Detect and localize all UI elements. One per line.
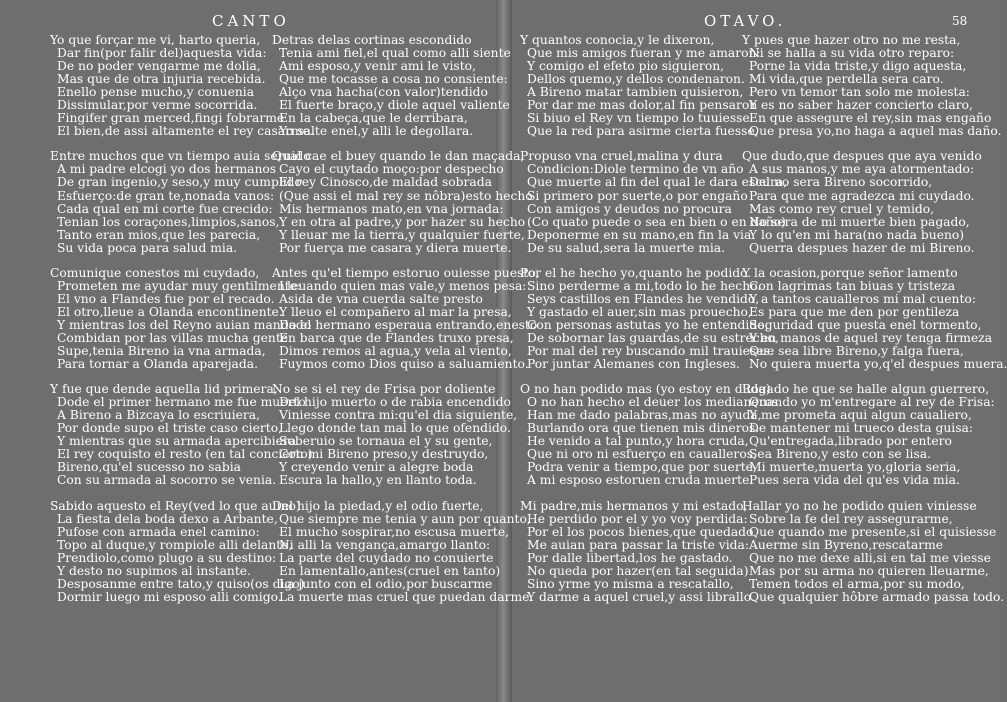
verse-line: En lamentallo,antes(cruel en tanto) — [279, 563, 501, 578]
verse-line: Dissimular,por verme socorrida. — [57, 98, 258, 113]
verse-line: Deponerme en su mano,en fin la via — [527, 227, 752, 242]
verse-line: Combidan por las villas mucha gente: — [57, 330, 293, 345]
verse-line: Con su armada al socorro se venia. — [57, 473, 277, 488]
verse-line: Enello pense mucho,y conuenia — [57, 85, 255, 100]
verse-line: Por fuerça me casara y diera muerte. — [279, 240, 512, 255]
verse-line: Mi vida,que perdella sera caro. — [749, 72, 944, 87]
verse-line: Alço vna hacha(con valor)tendido — [279, 85, 488, 100]
verse-line: Seys castillos en Flandes he vendido, — [527, 291, 760, 306]
verse-line: Seguridad que puesta enel tormento, — [749, 317, 982, 332]
verse-line: Y es no saber hazer concierto claro, — [749, 98, 973, 113]
verse-line: Que la red para asirme cierta fuesse. — [527, 124, 759, 139]
verse-line: Por mal del rey buscando mil trauieses. — [527, 344, 774, 359]
verse-line: Que presa yo,no haga a aquel mas daño. — [749, 124, 1002, 139]
verse-line: Ni alli la vengança,amargo llanto: — [279, 537, 491, 552]
verse-line: Dellos quemo,y dellos condenaron. — [527, 72, 745, 87]
verse-line: Si primero por suerte,o por engaño — [527, 188, 748, 203]
left-page-column-1 — [50, 33, 314, 616]
verse-line: Y lleuar me la tierra,y qualquier fuerte, — [279, 227, 525, 242]
verse-line: Yo que forçar me vi, harto queria, — [50, 33, 261, 47]
verse-line: Supe,tenia Bireno ia vna armada, — [57, 344, 266, 359]
verse-line: El bien,de assi altamente el rey casarme. — [57, 124, 314, 139]
stanza — [272, 265, 540, 372]
verse-line: Y en manos de aquel rey tenga firmeza — [749, 330, 993, 345]
verse-line: Que no me dexe alli,si en tal me viesse — [749, 550, 991, 565]
verse-line: Asida de vna cuerda salte presto — [279, 291, 483, 306]
verse-line: Sino yrme yo misma a rescatallo, — [527, 576, 734, 591]
verse-line: Han me dado palabras,mas no ayuda, — [527, 408, 762, 423]
right-page-column-1 — [520, 33, 788, 616]
verse-line: Ni se halla a su vida otro reparo: — [749, 46, 955, 61]
verse-line: Por dalle libertad,los he gastado. — [527, 550, 733, 565]
verse-line: Y a tantos caualleros mi mal cuento: — [749, 291, 976, 306]
verse-line: Mas que de otra injuria recebida. — [57, 72, 266, 87]
left-page-column-2 — [272, 33, 540, 616]
verse-line: Y en otra al padre,y por hazer su hecho — [279, 214, 526, 229]
stanza — [520, 498, 755, 604]
right-page-column-2 — [742, 33, 1007, 616]
verse-line: El mucho sospirar,no escusa muerte, — [279, 524, 510, 539]
verse-line: Lleuando quien mas vale,y menos pesa: — [279, 278, 527, 293]
verse-line: Tenian los coraçones,limpios,sanos, — [57, 214, 280, 229]
verse-line: A Bireno matar tambien quisieron, — [527, 85, 744, 100]
right-page — [512, 0, 1007, 702]
verse-line: Del hijo muerto o de rabia encendido — [279, 395, 511, 410]
verse-line: En que assegure el rey,sin mas engaño — [749, 111, 992, 126]
verse-line: Desposanme entre tato,y quiso(os digo) — [57, 576, 305, 591]
verse-line: Sino perderme a mi,todo lo he hecho. — [527, 278, 762, 293]
verse-line: Bireno,qu'el sucesso no sabia — [57, 460, 241, 475]
verse-line: Cayo el cuytado moço:por despecho — [279, 162, 504, 177]
verse-line: Que sea libre Bireno,y falga fuera, — [749, 344, 964, 359]
verse-line: De mantener mi trueco desta guisa: — [749, 421, 974, 436]
verse-line: De gran ingenio,y seso,y muy cumplido — [57, 175, 302, 190]
verse-line: A sus manos,y me aya atormentado: — [749, 162, 975, 177]
verse-line: No queda por hazer(en tal seguida) — [527, 563, 749, 578]
verse-line: Mi padre,mis hermanos y mi estado, — [520, 498, 748, 513]
verse-line: Y gastado el auer,sin mas prouecho, — [527, 304, 752, 319]
stanza — [520, 382, 779, 488]
verse-line: Soberuio se tornaua el y su gente, — [279, 434, 493, 449]
verse-line: La muerte mas cruel que puedan darme. — [279, 589, 534, 604]
verse-line: Que muerte al fin del qual le dara escura, — [527, 175, 788, 190]
right-folio: 58 — [952, 14, 968, 28]
verse-line: Para que me agradezca mi cuydado. — [749, 188, 975, 203]
verse-line: El vno a Flandes fue por el recado. — [57, 291, 275, 306]
verse-line: Esfuerço:de gran te,nonada vanos: — [57, 188, 275, 203]
verse-line: Tenia ami fiel,el qual como alli siente — [279, 46, 511, 61]
verse-line: Que siempre me tenia y aun por quanto, — [279, 511, 531, 526]
verse-line: Mi muerte,muerta yo,gloria seria, — [749, 460, 961, 475]
verse-line: Por dar me mas dolor,al fin pensaron — [527, 98, 758, 113]
stanza — [272, 382, 518, 488]
verse-line: (Que assi el mal rey se nôbra)esto hecho — [279, 188, 533, 203]
verse-line: Si biuo el Rey vn tiempo lo tuuiesse — [527, 111, 750, 126]
verse-line: O no han podido mas (yo estoy en duda) — [520, 382, 771, 397]
verse-line: Que quando me presente,si el quisiesse — [749, 524, 997, 539]
verse-line: Y comigo el efeto pio siguieron, — [527, 59, 725, 74]
verse-line: Sea Bireno,y esto con se lisa. — [749, 447, 932, 462]
verse-line: Y pues que hazer otro no me resta, — [742, 33, 961, 47]
verse-line: Tanto eran mios,que les parecia, — [57, 227, 261, 242]
verse-line: Y desto no supimos al instante. — [57, 563, 251, 578]
verse-line: Que mis amigos fueran y me amaron: — [527, 46, 761, 61]
verse-line: El rey Cinosco,de maldad sobrada — [279, 175, 492, 190]
verse-line: Que me tocasse a cosa no consiente: — [279, 72, 508, 87]
verse-line: Detras delas cortinas escondido — [272, 33, 472, 47]
verse-line: Dar fin(por falir del)aquesta vida: — [57, 46, 267, 61]
verse-line: Qu'entregada,librado por entero — [749, 434, 952, 449]
stanza — [272, 149, 533, 255]
verse-line: O no han hecho el deuer los medianeros — [527, 395, 779, 410]
verse-line: Para tornar a Olanda aparejada. — [57, 357, 258, 372]
verse-line: Entre muchos que vn tiempo auia seruido — [50, 149, 311, 164]
verse-line: Qual cae el buey quando le dan maçada, — [272, 149, 525, 164]
verse-line: No se si el rey de Frisa por doliente — [272, 382, 496, 397]
verse-line: Porne la vida triste,y digo aquesta, — [749, 59, 967, 74]
verse-line: Cada qual en mi corte fue crecido: — [57, 201, 273, 216]
verse-line: Y mientras que su armada apercibiera — [57, 434, 297, 449]
verse-line: Me auian para passar la triste vida: — [527, 537, 749, 552]
verse-line: La parte del cuydado no conuierte — [279, 550, 494, 565]
right-running-head: OTAVO. — [704, 12, 787, 30]
verse-line: El fuerte braço,y diole aquel valiente — [279, 98, 510, 113]
verse-line: Su vida poca para salud mia. — [57, 240, 238, 255]
verse-line: Mas por su arma no quieren lleuarme, — [749, 563, 989, 578]
verse-line: Y fue que dende aquella lid primera, — [50, 382, 278, 397]
verse-line: Que ni oro ni esfuerço en caualleros, — [527, 447, 757, 462]
verse-line: Do el hermano esperaua entrando,enesto — [279, 317, 538, 332]
verse-line: Comunique conestos mi cuydado, — [50, 265, 260, 280]
verse-line: Mis hermanos mato,en vna jornada: — [279, 201, 504, 216]
verse-line: Dimos remos al agua,y vela al viento, — [279, 344, 512, 359]
verse-line: La junto con el odio,por buscarme — [279, 576, 493, 591]
stanza — [520, 33, 761, 139]
verse-line: Mas como rey cruel y temido, — [749, 201, 935, 216]
verse-line: Querra despues hazer de mi Bireno. — [749, 240, 975, 255]
verse-line: Y lleuo el compañero al mar la presa, — [279, 304, 512, 319]
verse-line: De sobornar las guardas,de su estrecho, — [527, 330, 779, 345]
stanza — [272, 498, 534, 604]
stanza — [272, 33, 511, 139]
verse-line: Es para que me den por gentileza — [749, 304, 960, 319]
verse-line: Burlando ora que tienen mis dineros. — [527, 421, 760, 436]
verse-line: Temen todos el arma,por su modo, — [749, 576, 965, 591]
verse-line: Prendiolo,como plugo a su destino: — [57, 550, 277, 565]
verse-line: Del no sera Bireno socorrido, — [749, 175, 933, 190]
verse-line: Condicion:Diole termino de vn año — [527, 162, 744, 177]
verse-line: Yo salte enel,y alli le degollara. — [279, 124, 474, 139]
verse-line: Auerme sin Byreno,rescatarme — [749, 537, 944, 552]
verse-line: Con mi Bireno preso,y destruydo, — [279, 447, 489, 462]
stanza — [50, 382, 313, 488]
verse-line: Fuymos como Dios quiso a saluamiento. — [279, 357, 529, 372]
verse-line: A Bireno a Bizcaya lo escriuiera, — [57, 408, 261, 423]
verse-line: Llego donde tan mal lo que ofendido. — [279, 421, 511, 436]
stanza — [520, 149, 788, 255]
stanza — [742, 498, 1005, 604]
verse-line: A mi padre elcogi yo dos hermanos — [57, 162, 277, 177]
verse-line: Y quantos conocia,y le dixeron, — [520, 33, 715, 47]
verse-line: Que qualquier hôbre armado passa todo. — [749, 589, 1005, 604]
verse-line: Dode el primer hermano me fue muerto — [57, 395, 306, 410]
verse-line: Podra venir a tiempo,que por suerte, — [527, 460, 757, 475]
verse-line: Por juntar Alemanes con Ingleses. — [527, 357, 740, 372]
verse-line: Por donde supo el triste caso cierto, — [57, 421, 283, 436]
verse-line: El rey coquisto el resto (en tal concierto) — [57, 447, 313, 462]
verse-line: Viniesse contra mi:qu'el dia siguiente, — [279, 408, 518, 423]
stanza — [742, 265, 1007, 372]
verse-line: En barca que de Flandes truxo presa, — [279, 330, 514, 345]
verse-line: Pero vn temor tan solo me molesta: — [749, 85, 970, 100]
verse-line: Del hijo la piedad,y el odio fuerte, — [272, 498, 484, 513]
verse-line: Sabido aquesto el Rey(ved lo que auino) — [50, 498, 301, 513]
verse-line: He venido a tal punto,y hora cruda, — [527, 434, 749, 449]
verse-line: Topo al duque,y rompiole alli delante, — [57, 537, 293, 552]
stanza — [520, 265, 779, 372]
verse-line: Y darme a aquel cruel,y assi librallo. — [527, 589, 755, 604]
verse-line: Pues sera vida del qu'es vida mia. — [749, 473, 960, 488]
stanza — [50, 149, 311, 255]
verse-line: Antes qu'el tiempo estoruo ouiesse puesto, — [272, 265, 540, 280]
verse-line: El otro,lleue a Olanda encontinente. — [57, 304, 283, 319]
stanza — [742, 149, 982, 255]
verse-line: Por el he hecho yo,quanto he podido. — [520, 265, 752, 280]
stanza — [742, 33, 1002, 139]
verse-line: (Co quato puede o sea en bien o en daño) — [527, 214, 786, 229]
verse-line: Sobre la fe del rey assegurarme, — [749, 511, 953, 526]
verse-line: Y creyendo venir a alegre boda — [279, 460, 474, 475]
verse-line: Rogado he que se halle algun guerrero, — [742, 382, 990, 397]
verse-line: No quiera muerta yo,q'el despues muera. — [749, 357, 1007, 372]
verse-line: De su salud,sera la muerte mia. — [527, 240, 726, 255]
verse-line: De no poder vengarme me dolia, — [57, 59, 261, 74]
verse-line: Y me prometa aqui algun caualiero, — [749, 408, 972, 423]
verse-line: Pufose con armada enel camino: — [57, 524, 260, 539]
verse-line: Fingifer gran merced,fingi fobrarme — [57, 111, 285, 126]
verse-line: Dormir luego mi esposo alli comigo. — [57, 589, 282, 604]
verse-line: En la cabeça,que le derribara, — [279, 111, 468, 126]
verse-line: Escura la hallo,y en llanto toda. — [279, 473, 477, 488]
verse-line: Prometen me ayudar muy gentilmente: — [57, 278, 302, 293]
verse-line: Con lagrimas tan biuas y tristeza — [749, 278, 956, 293]
verse-line: No sera de mi muerte bien pagado, — [749, 214, 970, 229]
left-running-head: CANTO — [212, 12, 290, 30]
verse-line: Hallar yo no he podido quien viniesse — [742, 498, 977, 513]
stanza — [742, 382, 995, 488]
verse-line: Con personas astutas yo he entendido, — [527, 317, 769, 332]
verse-line: Con amigos y deudos no procura — [527, 201, 732, 216]
verse-line: Y mientras los del Reyno auian mandado — [57, 317, 312, 332]
stanza — [50, 265, 312, 372]
verse-line: A mi esposo estoruen cruda muerte. — [527, 473, 754, 488]
verse-line: Propuso vna cruel,malina y dura — [520, 149, 723, 164]
verse-line: La fiesta dela boda dexo a Arbante, — [57, 511, 278, 526]
verse-line: Y lo qu'en mi hara(no nada bueno) — [749, 227, 965, 242]
verse-line: Por el los pocos bienes,que quedado — [527, 524, 754, 539]
verse-line: Y la ocasion,porque señor lamento — [742, 265, 958, 280]
stanza — [50, 33, 314, 139]
verse-line: Quando yo m'entregare al rey de Frisa: — [749, 395, 995, 410]
verse-line: He perdido por el y yo voy perdida: — [527, 511, 748, 526]
verse-line: Que dudo,que despues que aya venido — [742, 149, 982, 164]
verse-line: Ami esposo,y venir ami le visto, — [279, 59, 476, 74]
stanza — [50, 498, 305, 604]
